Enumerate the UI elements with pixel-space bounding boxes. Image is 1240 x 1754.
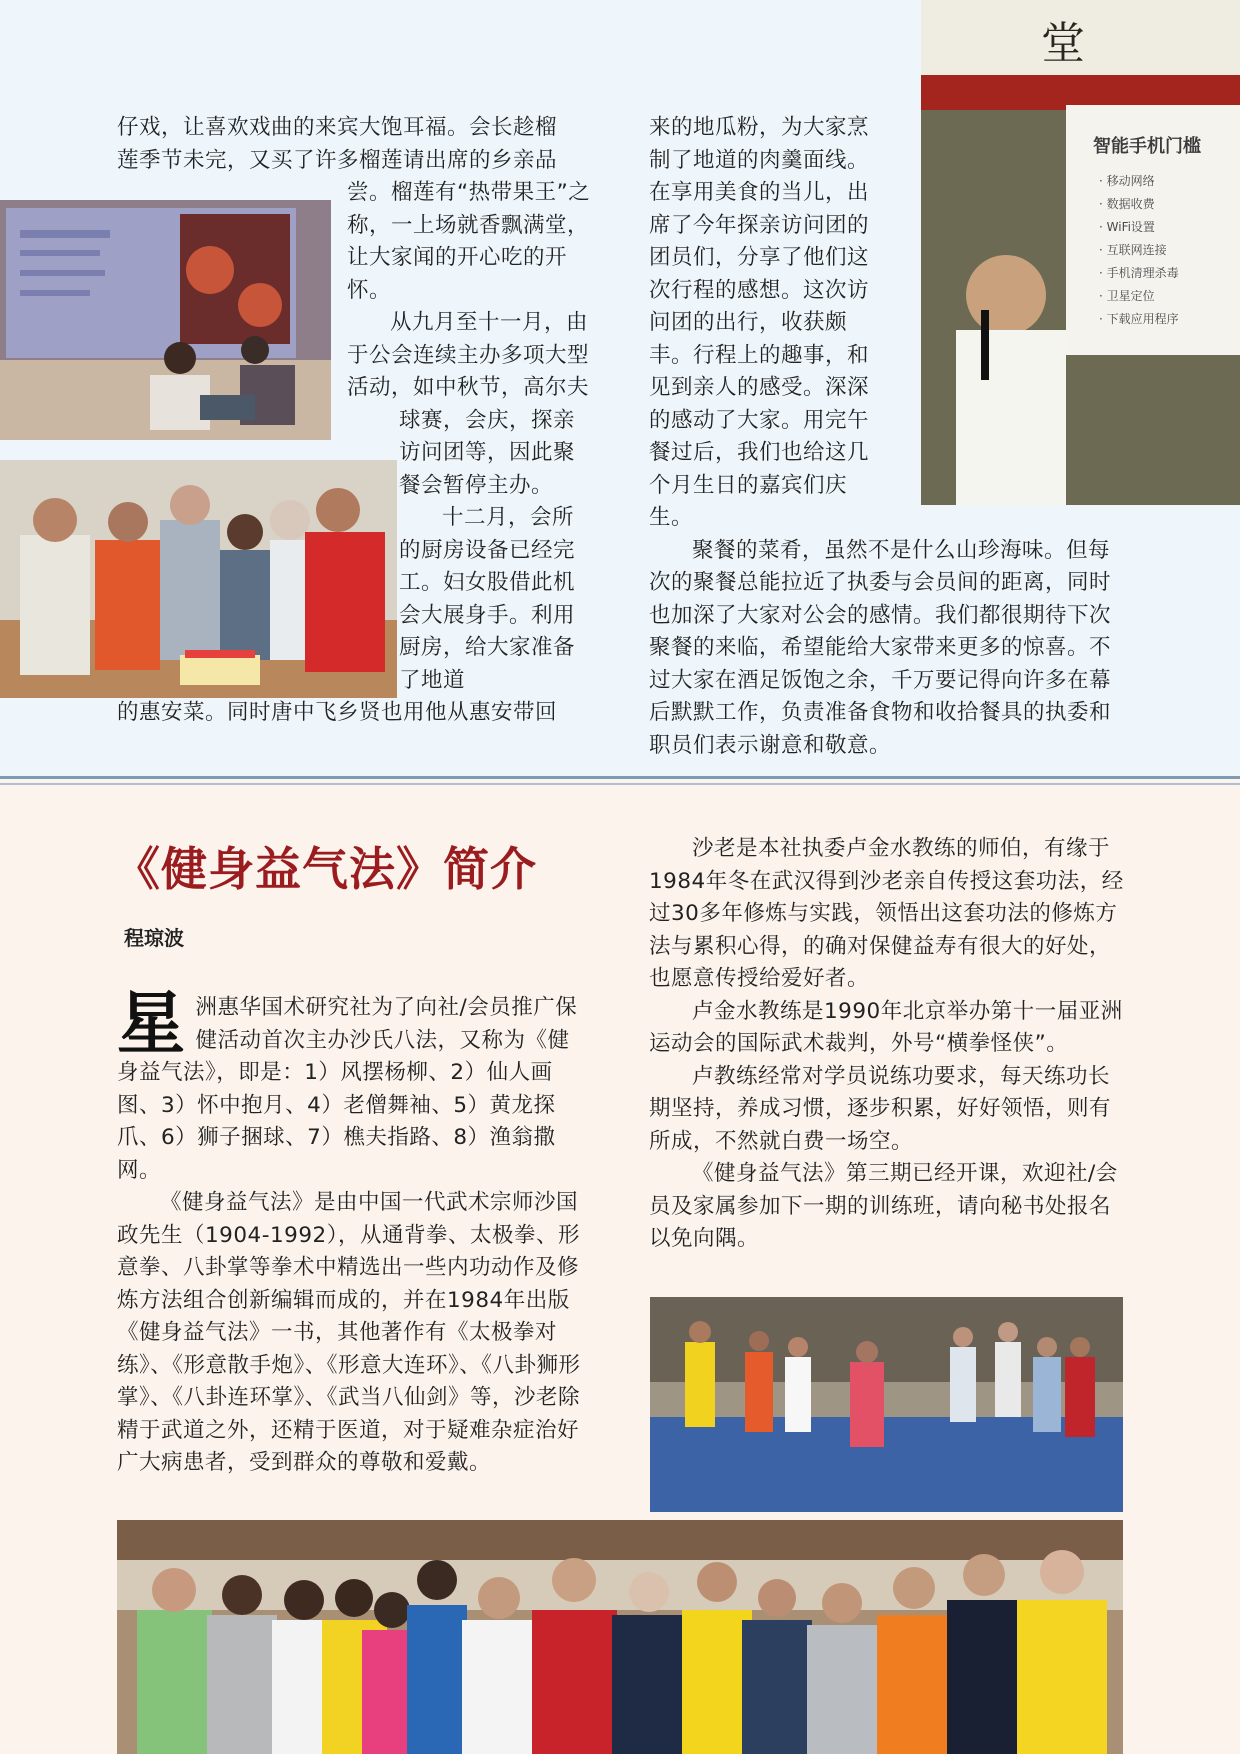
paragraph: 卢金水教练是1990年北京举办第十一届亚洲运动会的国际武术裁判，外号“横拳怪侠”。: [649, 998, 1123, 1056]
photo-presentation: [0, 200, 331, 440]
paragraph: 《健身益气法》第三期已经开课，欢迎社/会员及家属参加下一期的训练班，请向秘书处报名以免向隅。: [649, 1161, 1118, 1251]
text-line: 莲季节未完，又买了许多榴莲请出席的乡亲品: [117, 147, 558, 173]
article-title: 《健身益气法》简介: [114, 842, 537, 896]
slide-item: · WiFi设置: [1099, 220, 1155, 234]
photo-cake-cutting: [0, 460, 397, 698]
paragraph: 沙老是本社执委卢金水教练的师伯，有缘于1984年冬在武汉得到沙老亲自传授这套功法，经过30多年修炼与实践，领悟出这套功法的修炼方法与累积心得，的确对保健益寿有很大的好处，也愿意传授给爱好者。: [649, 836, 1124, 991]
text-line: 的惠安菜。同时唐中飞乡贤也用他从惠安带回: [117, 700, 558, 725]
paragraph: 十二月，会所的厨房设备已经完工。妇女股借此机会大展身手。利用厨房，给大家准备了地道: [399, 505, 576, 693]
paragraph: 来的地瓜粉，为大家烹制了地道的肉羹面线。在享用美食的当儿，出席了今年探亲访问团的团员们，分享了他们这次行程的感想。这次访问团的出行，收获颇丰。行程上的趣事，和见到亲人的感受。深深的感动了大家。用完午餐过后，我们也给这几个月生日的嘉宾们庆生。: [649, 115, 870, 530]
slide-item: · 移动网络: [1099, 174, 1155, 188]
slide-title: 智能手机门槛: [1093, 136, 1201, 157]
slide-item: · 卫星定位: [1099, 289, 1155, 303]
slide-item: · 互联网连接: [1099, 243, 1167, 257]
paragraph-text: 洲惠华国术研究社为了向社/会员推广保健活动首次主办沙氏八法，又称为《健身益气法》，即是：1）风摆杨柳、2）仙人画图、3）怀中抱月、4）老僧舞袖、5）黄龙探爪、6）狮子捆球、7）樵夫指路、8）渔翁撒网。: [117, 995, 578, 1183]
slide-item: · 数据收费: [1099, 197, 1155, 211]
drop-cap: 星: [117, 985, 186, 1064]
slide-item: · 手机清理杀毒: [1099, 266, 1179, 280]
bottom-right-column: [649, 833, 1131, 1256]
paragraph: [117, 985, 591, 1187]
section-divider: [0, 783, 1240, 785]
paragraph: 尝。榴莲有“热带果王”之称，一上场就香飘满堂，让大家闻的开心吃的开怀。: [347, 180, 591, 303]
bottom-left-column: [117, 985, 591, 1480]
section-divider: [0, 776, 1240, 779]
slide-item: · 下载应用程序: [1099, 312, 1179, 326]
photo-training-hall: [650, 1297, 1123, 1512]
banner-char: 堂: [1041, 18, 1085, 69]
photo-smartphone-lecture: [921, 0, 1240, 505]
text-line: 仔戏，让喜欢戏曲的来宾大饱耳福。会长趁榴: [117, 115, 558, 140]
photo-group: [117, 1520, 1123, 1754]
paragraph: 从九月至十一月，由于公会连续主办多项大型活动，如中秋节，高尔夫球赛，会庆，探亲访问团等，因此聚餐会暂停主办。: [347, 310, 590, 498]
paragraph: 卢教练经常对学员说练功要求，每天练功长期坚持，养成习惯，逐步积累，好好领悟，则有所成，不然就白费一场空。: [649, 1063, 1112, 1154]
article-author: 程琼波: [124, 926, 184, 950]
paragraph: 《健身益气法》是由中国一代武术宗师沙国政先生（1904-1992），从通背拳、太极拳、形意拳、八卦掌等拳术中精选出一些内功动作及修炼方法组合创新编辑而成的，并在1984年出版《健身益气法》一书，其他著作有《太极拳对练》、《形意散手炮》、《形意大连环》、《八卦狮形掌》、《八卦连环掌》、《武当八仙剑》等，沙老除精于武道之外，还精于医道，对于疑难杂症治好广大病患者，受到群众的尊敬和爱戴。: [117, 1190, 581, 1475]
paragraph: 聚餐的菜肴，虽然不是什么山珍海味。但每次的聚餐总能拉近了执委与会员间的距离，同时也加深了大家对公会的感情。我们都很期待下次聚餐的来临，希望能给大家带来更多的惊喜。不过大家在酒足饭饱之余，千万要记得向许多在幕后默默工作，负责准备食物和收拾餐具的执委和职员们表示谢意和敬意。: [649, 537, 1112, 758]
